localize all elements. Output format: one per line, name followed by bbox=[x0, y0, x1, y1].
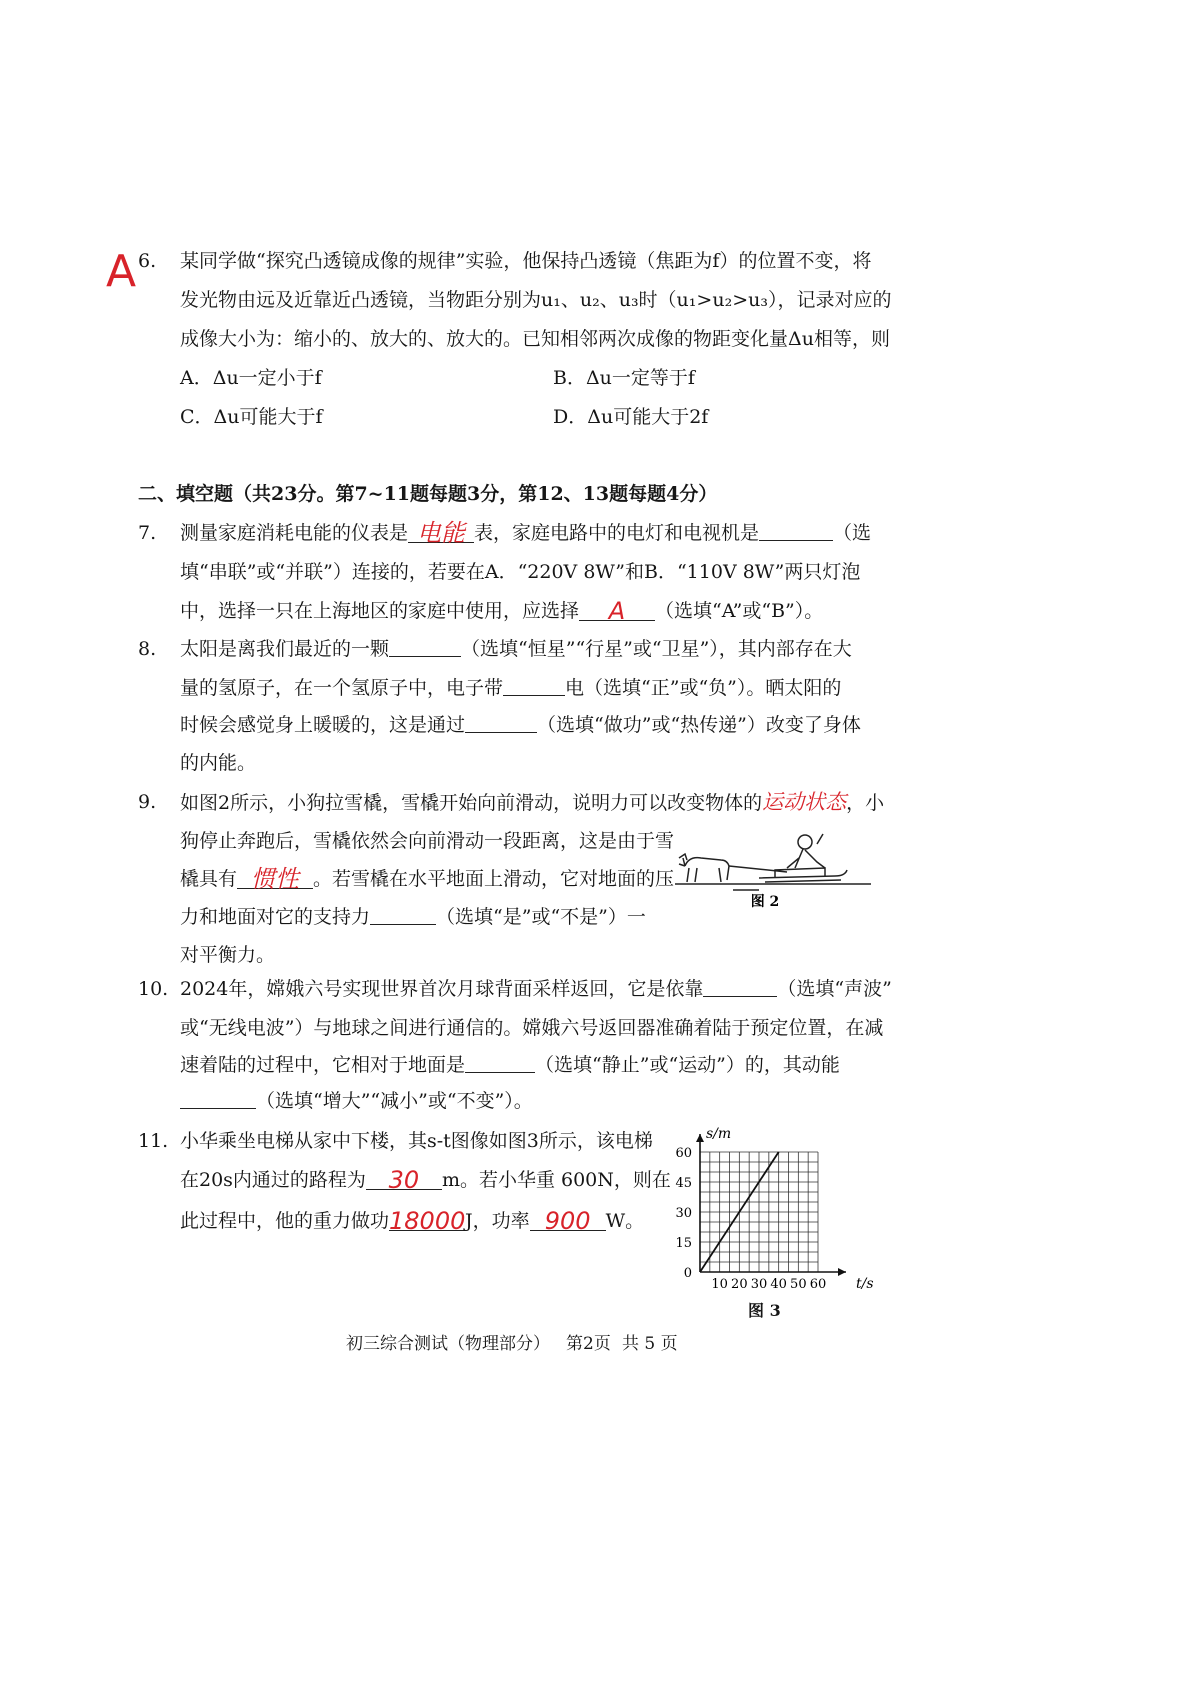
y-tick-label: 30 bbox=[675, 1206, 692, 1221]
question-text: 填“串联”或“并联”）连接的，若要在A．“220V 8W”和B．“110V 8W”两只灯泡 bbox=[180, 561, 861, 583]
text-segment: 太阳是离我们最近的一颗 bbox=[180, 638, 390, 660]
question-text bbox=[180, 598, 823, 624]
question-number: 9. bbox=[138, 791, 157, 813]
question-number: 10. bbox=[138, 978, 169, 1000]
answer-blank[interactable] bbox=[389, 1207, 466, 1235]
text-segment: J，功率 bbox=[465, 1210, 530, 1232]
question-text: 成像大小为：缩小的、放大的、放大的。已知相邻两次成像的物距变化量Δu相等，则 bbox=[180, 328, 890, 350]
text-segment: W。 bbox=[605, 1210, 645, 1232]
option-a: A．Δu一定小于f bbox=[180, 367, 322, 389]
text-segment: 力和地面对它的支持力 bbox=[180, 906, 371, 928]
text-segment: 橇具有 bbox=[180, 868, 238, 890]
question-number: 11. bbox=[138, 1130, 169, 1152]
text-segment: （选 bbox=[833, 522, 872, 544]
question-text bbox=[180, 1088, 533, 1114]
text-segment: （选填“静止”或“运动”）的，其动能 bbox=[535, 1054, 840, 1076]
question-number: 8. bbox=[138, 638, 157, 660]
text-segment: 表，家庭电路中的电灯和电视机是 bbox=[474, 522, 760, 544]
figure-caption: 图 3 bbox=[748, 1301, 781, 1320]
question-text bbox=[180, 976, 892, 1002]
text-segment: m。若小华重 600N，则在 bbox=[441, 1169, 671, 1191]
question-text bbox=[180, 1052, 840, 1078]
footer-title: 初三综合测试（物理部分） bbox=[346, 1334, 550, 1354]
question-number: 7. bbox=[138, 522, 157, 544]
question-text: 对平衡力。 bbox=[180, 944, 276, 966]
question-text bbox=[180, 675, 841, 701]
text-segment: （选填“做功”或“热传递”）改变了身体 bbox=[537, 714, 861, 736]
text-segment: 在20s内通过的路程为 bbox=[180, 1169, 366, 1191]
dog-sled-figure bbox=[675, 824, 875, 910]
question-text bbox=[180, 789, 884, 816]
question-number: 6. bbox=[138, 250, 157, 272]
x-tick-label: 50 bbox=[790, 1277, 807, 1292]
text-segment: （选填“增大”“减小”或“不变”）。 bbox=[256, 1090, 533, 1112]
section-heading: 二、填空题（共23分。第7~11题每题3分，第12、13题每题4分） bbox=[138, 483, 718, 505]
x-tick-label: 60 bbox=[809, 1277, 827, 1292]
handwritten-answer: A bbox=[608, 597, 626, 625]
text-segment: ，小 bbox=[846, 792, 885, 814]
question-text: 小华乘坐电梯从家中下楼，其s-t图像如图3所示，该电梯 bbox=[180, 1130, 653, 1152]
option-b: B．Δu一定等于f bbox=[553, 367, 695, 389]
question-text: 或“无线电波”）与地球之间进行通信的。嫦娥六号返回器准确着陆于预定位置，在减 bbox=[180, 1017, 884, 1039]
option-c: C．Δu可能大于f bbox=[180, 406, 323, 428]
x-tick-label: 30 bbox=[750, 1277, 768, 1292]
text-segment: 如图2所示，小狗拉雪橇，雪橇开始向前滑动，说明力可以改变物体的 bbox=[180, 792, 763, 814]
text-segment: 2024年，嫦娥六号实现世界首次月球背面采样返回，它是依靠 bbox=[180, 978, 704, 1000]
y-tick-label: 60 bbox=[675, 1146, 692, 1161]
y-tick-label: 0 bbox=[683, 1266, 692, 1281]
text-segment: 量的氢原子，在一个氢原子中，电子带 bbox=[180, 677, 504, 699]
text-segment: （选填“声波” bbox=[777, 978, 892, 1000]
question-text: 发光物由远及近靠近凸透镜，当物距分别为u₁、u₂、u₃时（u₁>u₂>u₃），记录对应的 bbox=[180, 289, 892, 311]
question-text: 的内能。 bbox=[180, 752, 257, 774]
answer-blank[interactable] bbox=[465, 1052, 535, 1073]
handwritten-answer: 30 bbox=[388, 1166, 420, 1194]
x-tick-label: 10 bbox=[711, 1277, 728, 1292]
text-segment: 时候会感觉身上暖暖的，这是通过 bbox=[180, 714, 466, 736]
text-segment: （选填“是”或“不是”）一 bbox=[436, 906, 646, 928]
answer-blank[interactable] bbox=[370, 904, 436, 925]
answer-blank[interactable] bbox=[408, 519, 474, 547]
answer-blank[interactable] bbox=[579, 597, 655, 625]
x-axis-label: t/s bbox=[856, 1276, 874, 1292]
question-text bbox=[180, 1167, 671, 1193]
text-segment: 中，选择一只在上海地区的家庭中使用，应选择 bbox=[180, 600, 580, 622]
answer-blank[interactable] bbox=[389, 636, 461, 657]
option-d: D．Δu可能大于2f bbox=[553, 406, 709, 428]
answer-blank[interactable] bbox=[180, 1088, 256, 1109]
answer-blank[interactable] bbox=[366, 1166, 442, 1194]
question-text: 某同学做“探究凸透镜成像的规律”实验，他保持凸透镜（焦距为f）的位置不变，将 bbox=[180, 250, 872, 272]
question-text: 狗停止奔跑后，雪橇依然会向前滑动一段距离，这是由于雪 bbox=[180, 830, 675, 852]
answer-blank[interactable] bbox=[465, 712, 537, 733]
x-tick-label: 20 bbox=[731, 1277, 748, 1292]
text-segment: （选填“恒星”“行星”或“卫星”），其内部存在大 bbox=[461, 638, 852, 660]
text-segment: 测量家庭消耗电能的仪表是 bbox=[180, 522, 409, 544]
text-segment: 此过程中，他的重力做功 bbox=[180, 1210, 390, 1232]
handwritten-answer: 惯性 bbox=[251, 865, 300, 893]
question-text bbox=[180, 866, 674, 892]
footer-total: 共 5 页 bbox=[622, 1334, 678, 1354]
handwritten-answer: 18000 bbox=[389, 1207, 466, 1235]
y-axis-arrow bbox=[696, 1134, 704, 1142]
question-text bbox=[180, 636, 852, 662]
y-axis-label: s/m bbox=[706, 1126, 732, 1142]
st-graph bbox=[660, 1112, 874, 1292]
handwritten-answer: 900 bbox=[544, 1207, 591, 1235]
footer-page: 第2页 bbox=[566, 1334, 611, 1354]
answer-blank[interactable] bbox=[237, 865, 313, 893]
score-mark: A bbox=[106, 246, 137, 297]
question-text bbox=[180, 520, 871, 546]
answer-blank[interactable] bbox=[503, 675, 565, 696]
y-tick-label: 45 bbox=[675, 1176, 692, 1191]
text-segment: 电（选填“正”或“负”）。晒太阳的 bbox=[565, 677, 842, 699]
question-text bbox=[180, 1208, 644, 1234]
text-segment: （选填“A”或“B”）。 bbox=[655, 600, 824, 622]
handwritten-answer: 电能 bbox=[417, 519, 466, 547]
x-axis-arrow bbox=[838, 1268, 846, 1276]
y-tick-label: 15 bbox=[675, 1236, 692, 1251]
handwritten-answer: 运动状态 bbox=[762, 790, 847, 814]
question-text bbox=[180, 904, 646, 930]
answer-blank[interactable] bbox=[703, 976, 777, 997]
figure-caption: 图 2 bbox=[750, 894, 780, 910]
answer-blank[interactable] bbox=[530, 1207, 606, 1235]
answer-blank[interactable] bbox=[759, 520, 833, 541]
question-text bbox=[180, 712, 861, 738]
text-segment: 。若雪橇在水平地面上滑动，它对地面的压 bbox=[313, 868, 675, 890]
x-tick-label: 40 bbox=[770, 1277, 787, 1292]
text-segment: 速着陆的过程中，它相对于地面是 bbox=[180, 1054, 466, 1076]
